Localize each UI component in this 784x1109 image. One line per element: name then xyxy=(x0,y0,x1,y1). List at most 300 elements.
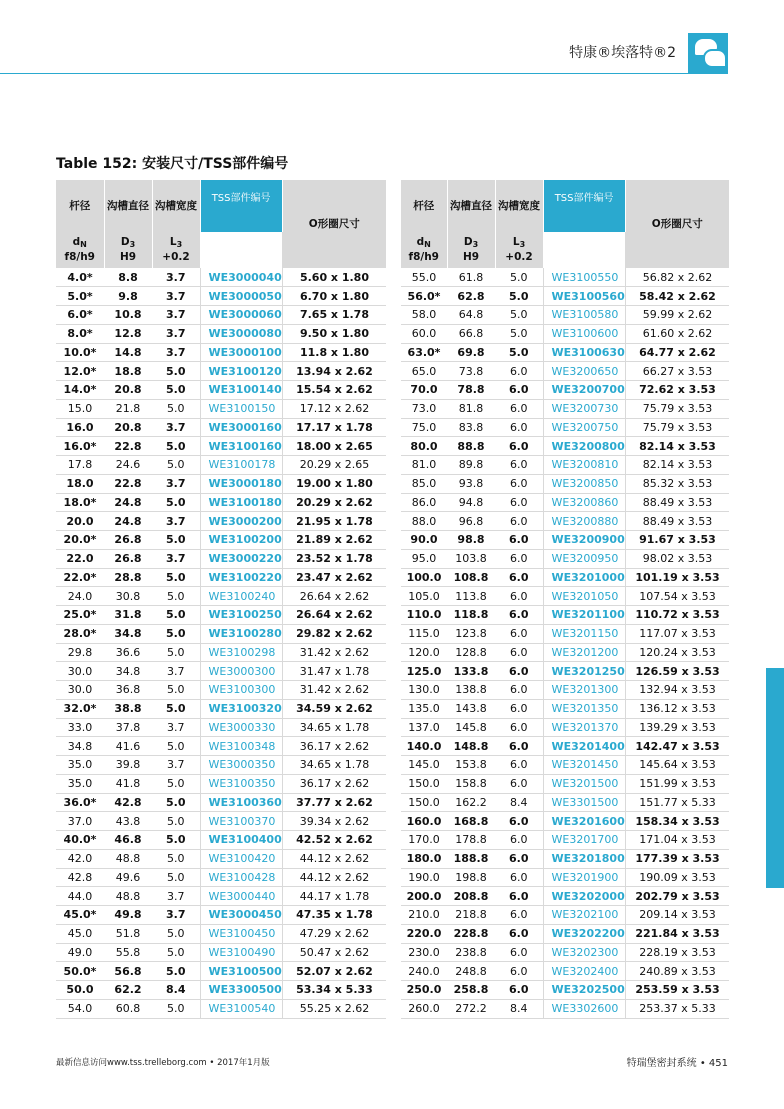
cell-groove-diameter: 153.8 xyxy=(447,756,495,775)
cell-tss-part-number: WE3100630 xyxy=(543,343,625,362)
table-row xyxy=(401,774,729,793)
cell-rod-diameter: 150.0 xyxy=(401,793,447,812)
cell-rod-diameter: 22.0* xyxy=(56,568,104,587)
cell-tss-part-number: WE3202500 xyxy=(543,981,625,1000)
cell-groove-width: 5.0 xyxy=(152,774,200,793)
cell-groove-width: 6.0 xyxy=(495,418,543,437)
col-l3-symbol: $L_3$ +0.2 xyxy=(152,232,200,268)
cell-groove-width: 3.7 xyxy=(152,343,200,362)
cell-groove-width: 5.0 xyxy=(152,568,200,587)
table-row xyxy=(401,662,729,681)
cell-oring-size: 117.07 x 3.53 xyxy=(625,624,729,643)
cell-oring-size: 202.79 x 3.53 xyxy=(625,887,729,906)
cell-groove-diameter: 31.8 xyxy=(104,606,152,625)
cell-tss-part-number: WE3201370 xyxy=(543,718,625,737)
cell-oring-size: 221.84 x 3.53 xyxy=(625,924,729,943)
table-row xyxy=(56,437,386,456)
cell-oring-size: 85.32 x 3.53 xyxy=(625,474,729,493)
cell-groove-width: 6.0 xyxy=(495,549,543,568)
cell-groove-width: 6.0 xyxy=(495,474,543,493)
table-title: Table 152: 安装尺寸/TSS部件编号 xyxy=(56,156,289,172)
col-oring-size: O形圈尺寸 xyxy=(625,180,729,268)
cell-groove-width: 6.0 xyxy=(495,681,543,700)
cell-rod-diameter: 210.0 xyxy=(401,906,447,925)
cell-oring-size: 240.89 x 3.53 xyxy=(625,962,729,981)
cell-oring-size: 58.42 x 2.62 xyxy=(625,287,729,306)
cell-tss-part-number: WE3100178 xyxy=(200,456,282,475)
cell-oring-size: 55.25 x 2.62 xyxy=(282,999,386,1018)
table-row xyxy=(56,362,386,381)
cell-tss-part-number: WE3202000 xyxy=(543,887,625,906)
cell-groove-diameter: 64.8 xyxy=(447,306,495,325)
cell-groove-diameter: 60.8 xyxy=(104,999,152,1018)
cell-tss-part-number: WE3100180 xyxy=(200,493,282,512)
table-row xyxy=(56,643,386,662)
table-row xyxy=(401,268,729,287)
table-row xyxy=(56,399,386,418)
cell-groove-diameter: 123.8 xyxy=(447,624,495,643)
cell-groove-diameter: 118.8 xyxy=(447,606,495,625)
cell-tss-part-number: WE3100400 xyxy=(200,831,282,850)
table-row xyxy=(401,999,729,1018)
cell-oring-size: 44.12 x 2.62 xyxy=(282,868,386,887)
cell-tss-part-number: WE3202400 xyxy=(543,962,625,981)
cell-oring-size: 47.29 x 2.62 xyxy=(282,924,386,943)
cell-rod-diameter: 240.0 xyxy=(401,962,447,981)
cell-groove-diameter: 14.8 xyxy=(104,343,152,362)
cell-oring-size: 171.04 x 3.53 xyxy=(625,831,729,850)
table-row xyxy=(401,606,729,625)
cell-oring-size: 177.39 x 3.53 xyxy=(625,849,729,868)
table-row xyxy=(56,737,386,756)
cell-groove-diameter: 143.8 xyxy=(447,699,495,718)
cell-rod-diameter: 55.0 xyxy=(401,268,447,287)
cell-oring-size: 107.54 x 3.53 xyxy=(625,587,729,606)
table-row xyxy=(401,531,729,550)
table-row xyxy=(56,868,386,887)
cell-tss-part-number: WE3000040 xyxy=(200,268,282,287)
table-row xyxy=(56,812,386,831)
cell-tss-part-number: WE3100450 xyxy=(200,924,282,943)
table-row xyxy=(401,493,729,512)
cell-rod-diameter: 30.0 xyxy=(56,662,104,681)
cell-oring-size: 52.07 x 2.62 xyxy=(282,962,386,981)
cell-rod-diameter: 81.0 xyxy=(401,456,447,475)
table-row xyxy=(401,549,729,568)
table-row xyxy=(401,624,729,643)
cell-rod-diameter: 28.0* xyxy=(56,624,104,643)
cell-rod-diameter: 75.0 xyxy=(401,418,447,437)
table-row xyxy=(401,887,729,906)
cell-groove-diameter: 81.8 xyxy=(447,399,495,418)
table-row xyxy=(401,943,729,962)
table-row xyxy=(401,343,729,362)
cell-oring-size: 19.00 x 1.80 xyxy=(282,474,386,493)
cell-groove-width: 5.0 xyxy=(152,493,200,512)
table-row xyxy=(56,418,386,437)
cell-groove-width: 5.0 xyxy=(495,324,543,343)
cell-tss-part-number: WE3100150 xyxy=(200,399,282,418)
cell-oring-size: 29.82 x 2.62 xyxy=(282,624,386,643)
cell-groove-width: 3.7 xyxy=(152,662,200,681)
cell-tss-part-number: WE3201350 xyxy=(543,699,625,718)
cell-rod-diameter: 14.0* xyxy=(56,381,104,400)
table-row xyxy=(401,399,729,418)
cell-oring-size: 66.27 x 3.53 xyxy=(625,362,729,381)
cell-tss-part-number: WE3200650 xyxy=(543,362,625,381)
table-row xyxy=(56,287,386,306)
cell-tss-part-number: WE3100298 xyxy=(200,643,282,662)
cell-groove-width: 5.0 xyxy=(152,849,200,868)
table-row xyxy=(401,718,729,737)
cell-rod-diameter: 8.0* xyxy=(56,324,104,343)
cell-rod-diameter: 180.0 xyxy=(401,849,447,868)
cell-rod-diameter: 56.0* xyxy=(401,287,447,306)
cell-rod-diameter: 140.0 xyxy=(401,737,447,756)
cell-rod-diameter: 25.0* xyxy=(56,606,104,625)
cell-oring-size: 34.65 x 1.78 xyxy=(282,718,386,737)
cell-groove-diameter: 43.8 xyxy=(104,812,152,831)
table-row xyxy=(56,943,386,962)
cell-groove-width: 3.7 xyxy=(152,268,200,287)
cell-tss-part-number: WE3302600 xyxy=(543,999,625,1018)
cell-oring-size: 17.17 x 1.78 xyxy=(282,418,386,437)
cell-rod-diameter: 35.0 xyxy=(56,774,104,793)
cell-rod-diameter: 42.8 xyxy=(56,868,104,887)
cell-groove-diameter: 178.8 xyxy=(447,831,495,850)
cell-groove-diameter: 83.8 xyxy=(447,418,495,437)
cell-groove-diameter: 39.8 xyxy=(104,756,152,775)
cell-oring-size: 18.00 x 2.65 xyxy=(282,437,386,456)
cell-groove-diameter: 20.8 xyxy=(104,381,152,400)
cell-oring-size: 36.17 x 2.62 xyxy=(282,774,386,793)
cell-groove-diameter: 56.8 xyxy=(104,962,152,981)
cell-tss-part-number: WE3201800 xyxy=(543,849,625,868)
cell-tss-part-number: WE3000100 xyxy=(200,343,282,362)
cell-groove-width: 5.0 xyxy=(152,924,200,943)
table-row xyxy=(401,474,729,493)
cell-rod-diameter: 40.0* xyxy=(56,831,104,850)
cell-tss-part-number: WE3301500 xyxy=(543,793,625,812)
cell-oring-size: 253.59 x 3.53 xyxy=(625,981,729,1000)
col-groove-width: 沟槽宽度 xyxy=(495,180,543,232)
cell-groove-diameter: 62.8 xyxy=(447,287,495,306)
cell-tss-part-number: WE3100200 xyxy=(200,531,282,550)
table-row xyxy=(401,924,729,943)
cell-oring-size: 88.49 x 3.53 xyxy=(625,493,729,512)
cell-groove-width: 3.7 xyxy=(152,512,200,531)
dimension-table-right xyxy=(401,180,730,1019)
cell-rod-diameter: 100.0 xyxy=(401,568,447,587)
cell-rod-diameter: 45.0 xyxy=(56,924,104,943)
cell-oring-size: 31.42 x 2.62 xyxy=(282,681,386,700)
cell-groove-width: 6.0 xyxy=(495,587,543,606)
table-row xyxy=(56,343,386,362)
cell-groove-diameter: 62.2 xyxy=(104,981,152,1000)
cell-rod-diameter: 30.0 xyxy=(56,681,104,700)
cell-tss-part-number: WE3000440 xyxy=(200,887,282,906)
cell-oring-size: 15.54 x 2.62 xyxy=(282,381,386,400)
cell-tss-part-number: WE3100160 xyxy=(200,437,282,456)
cell-oring-size: 151.77 x 5.33 xyxy=(625,793,729,812)
table-row xyxy=(401,849,729,868)
cell-tss-part-number: WE3000330 xyxy=(200,718,282,737)
table-row xyxy=(56,531,386,550)
cell-groove-diameter: 94.8 xyxy=(447,493,495,512)
cell-groove-width: 5.0 xyxy=(152,362,200,381)
cell-tss-part-number: WE3201250 xyxy=(543,662,625,681)
cell-groove-width: 6.0 xyxy=(495,774,543,793)
col-d3-symbol: $D_3$ H9 xyxy=(447,232,495,268)
dimension-table-left xyxy=(56,180,387,1019)
cell-groove-width: 3.7 xyxy=(152,906,200,925)
col-rod-diameter: 杆径 xyxy=(401,180,447,232)
cell-groove-diameter: 36.6 xyxy=(104,643,152,662)
cell-groove-width: 8.4 xyxy=(152,981,200,1000)
cell-groove-width: 3.7 xyxy=(152,549,200,568)
cell-rod-diameter: 200.0 xyxy=(401,887,447,906)
cell-groove-diameter: 258.8 xyxy=(447,981,495,1000)
table-row xyxy=(401,568,729,587)
cell-oring-size: 50.47 x 2.62 xyxy=(282,943,386,962)
cell-groove-diameter: 108.8 xyxy=(447,568,495,587)
cell-groove-diameter: 18.8 xyxy=(104,362,152,381)
cell-groove-width: 6.0 xyxy=(495,756,543,775)
cell-rod-diameter: 29.8 xyxy=(56,643,104,662)
cell-groove-width: 6.0 xyxy=(495,662,543,681)
table-row xyxy=(56,624,386,643)
table-row xyxy=(401,587,729,606)
cell-rod-diameter: 54.0 xyxy=(56,999,104,1018)
cell-groove-diameter: 48.8 xyxy=(104,849,152,868)
table-row xyxy=(56,831,386,850)
cell-oring-size: 59.99 x 2.62 xyxy=(625,306,729,325)
cell-tss-part-number: WE3000050 xyxy=(200,287,282,306)
cell-groove-width: 3.7 xyxy=(152,474,200,493)
cell-oring-size: 21.89 x 2.62 xyxy=(282,531,386,550)
cell-groove-diameter: 78.8 xyxy=(447,381,495,400)
table-row xyxy=(401,437,729,456)
cell-groove-diameter: 228.8 xyxy=(447,924,495,943)
col-groove-diameter: 沟槽直径 xyxy=(447,180,495,232)
cell-groove-diameter: 88.8 xyxy=(447,437,495,456)
cell-rod-diameter: 160.0 xyxy=(401,812,447,831)
cell-groove-diameter: 38.8 xyxy=(104,699,152,718)
cell-groove-width: 5.0 xyxy=(152,999,200,1018)
cell-tss-part-number: WE3000300 xyxy=(200,662,282,681)
cell-groove-diameter: 49.8 xyxy=(104,906,152,925)
cell-oring-size: 5.60 x 1.80 xyxy=(282,268,386,287)
cell-tss-part-number: WE3000450 xyxy=(200,906,282,925)
table-row xyxy=(401,906,729,925)
cell-tss-part-number: WE3100490 xyxy=(200,943,282,962)
cell-groove-width: 5.0 xyxy=(152,943,200,962)
cell-tss-part-number: WE3202200 xyxy=(543,924,625,943)
cell-tss-part-number: WE3100280 xyxy=(200,624,282,643)
cell-tss-part-number: WE3100300 xyxy=(200,681,282,700)
table-row xyxy=(401,287,729,306)
cell-tss-part-number: WE3100580 xyxy=(543,306,625,325)
cell-groove-diameter: 48.8 xyxy=(104,887,152,906)
cell-groove-diameter: 96.8 xyxy=(447,512,495,531)
cell-groove-width: 6.0 xyxy=(495,737,543,756)
cell-groove-diameter: 24.8 xyxy=(104,512,152,531)
cell-rod-diameter: 135.0 xyxy=(401,699,447,718)
table-row xyxy=(401,981,729,1000)
cell-rod-diameter: 16.0* xyxy=(56,437,104,456)
cell-groove-width: 6.0 xyxy=(495,962,543,981)
cell-oring-size: 26.64 x 2.62 xyxy=(282,587,386,606)
cell-groove-width: 5.0 xyxy=(152,587,200,606)
cell-groove-width: 6.0 xyxy=(495,381,543,400)
cell-rod-diameter: 130.0 xyxy=(401,681,447,700)
cell-oring-size: 72.62 x 3.53 xyxy=(625,381,729,400)
table-row xyxy=(401,306,729,325)
cell-rod-diameter: 10.0* xyxy=(56,343,104,362)
cell-groove-width: 6.0 xyxy=(495,399,543,418)
cell-tss-part-number: WE3201050 xyxy=(543,587,625,606)
cell-rod-diameter: 32.0* xyxy=(56,699,104,718)
cell-groove-width: 5.0 xyxy=(152,831,200,850)
cell-tss-part-number: WE3100550 xyxy=(543,268,625,287)
cell-groove-width: 6.0 xyxy=(495,906,543,925)
cell-tss-part-number: WE3200950 xyxy=(543,549,625,568)
cell-groove-diameter: 168.8 xyxy=(447,812,495,831)
cell-groove-diameter: 66.8 xyxy=(447,324,495,343)
cell-groove-width: 5.0 xyxy=(152,643,200,662)
cell-rod-diameter: 22.0 xyxy=(56,549,104,568)
cell-groove-width: 6.0 xyxy=(495,812,543,831)
cell-groove-diameter: 208.8 xyxy=(447,887,495,906)
cell-oring-size: 151.99 x 3.53 xyxy=(625,774,729,793)
cell-tss-part-number: WE3000220 xyxy=(200,549,282,568)
cell-oring-size: 7.65 x 1.78 xyxy=(282,306,386,325)
cell-groove-diameter: 138.8 xyxy=(447,681,495,700)
cell-tss-part-number: WE3200900 xyxy=(543,531,625,550)
cell-groove-diameter: 128.8 xyxy=(447,643,495,662)
cell-groove-width: 6.0 xyxy=(495,849,543,868)
cell-groove-width: 5.0 xyxy=(152,812,200,831)
cell-rod-diameter: 73.0 xyxy=(401,399,447,418)
cell-groove-diameter: 188.8 xyxy=(447,849,495,868)
cell-tss-part-number: WE3200750 xyxy=(543,418,625,437)
cell-tss-part-number: WE3100320 xyxy=(200,699,282,718)
cell-tss-part-number: WE3200730 xyxy=(543,399,625,418)
cell-tss-part-number: WE3100120 xyxy=(200,362,282,381)
table-row xyxy=(401,756,729,775)
cell-groove-diameter: 41.8 xyxy=(104,774,152,793)
cell-rod-diameter: 12.0* xyxy=(56,362,104,381)
cell-tss-part-number: WE3200700 xyxy=(543,381,625,400)
cell-groove-diameter: 51.8 xyxy=(104,924,152,943)
footer-page-number: 特瑞堡密封系统 • 451 xyxy=(626,1058,728,1069)
col-tss-blank xyxy=(543,232,625,268)
col-tss-part-number: TSS部件编号 xyxy=(543,180,625,232)
table-row xyxy=(401,362,729,381)
cell-oring-size: 34.59 x 2.62 xyxy=(282,699,386,718)
cell-tss-part-number: WE3202100 xyxy=(543,906,625,925)
cell-groove-width: 6.0 xyxy=(495,924,543,943)
side-tab-marker xyxy=(766,668,784,888)
cell-oring-size: 34.65 x 1.78 xyxy=(282,756,386,775)
cell-groove-width: 6.0 xyxy=(495,699,543,718)
cell-tss-part-number: WE3201000 xyxy=(543,568,625,587)
cell-groove-width: 5.0 xyxy=(152,606,200,625)
cell-groove-width: 6.0 xyxy=(495,624,543,643)
cell-groove-diameter: 133.8 xyxy=(447,662,495,681)
cell-rod-diameter: 58.0 xyxy=(401,306,447,325)
cell-groove-diameter: 21.8 xyxy=(104,399,152,418)
cell-tss-part-number: WE3100428 xyxy=(200,868,282,887)
cell-rod-diameter: 6.0* xyxy=(56,306,104,325)
col-d3-symbol: $D_3$ H9 xyxy=(104,232,152,268)
cell-oring-size: 120.24 x 3.53 xyxy=(625,643,729,662)
cell-rod-diameter: 70.0 xyxy=(401,381,447,400)
cell-groove-width: 5.0 xyxy=(152,793,200,812)
cell-tss-part-number: WE3100250 xyxy=(200,606,282,625)
cell-groove-width: 5.0 xyxy=(495,306,543,325)
cell-tss-part-number: WE3000080 xyxy=(200,324,282,343)
cell-rod-diameter: 17.8 xyxy=(56,456,104,475)
cell-groove-width: 5.0 xyxy=(152,737,200,756)
cell-oring-size: 26.64 x 2.62 xyxy=(282,606,386,625)
cell-tss-part-number: WE3300500 xyxy=(200,981,282,1000)
cell-tss-part-number: WE3201150 xyxy=(543,624,625,643)
table-row xyxy=(56,756,386,775)
cell-groove-width: 6.0 xyxy=(495,868,543,887)
cell-groove-width: 3.7 xyxy=(152,306,200,325)
cell-tss-part-number: WE3000180 xyxy=(200,474,282,493)
cell-groove-diameter: 98.8 xyxy=(447,531,495,550)
cell-oring-size: 209.14 x 3.53 xyxy=(625,906,729,925)
cell-oring-size: 6.70 x 1.80 xyxy=(282,287,386,306)
cell-oring-size: 44.12 x 2.62 xyxy=(282,849,386,868)
cell-groove-diameter: 36.8 xyxy=(104,681,152,700)
table-row xyxy=(56,849,386,868)
cell-tss-part-number: WE3201100 xyxy=(543,606,625,625)
cell-groove-diameter: 28.8 xyxy=(104,568,152,587)
table-row xyxy=(56,981,386,1000)
col-l3-symbol: $L_3$ +0.2 xyxy=(495,232,543,268)
cell-tss-part-number: WE3100360 xyxy=(200,793,282,812)
cell-groove-diameter: 12.8 xyxy=(104,324,152,343)
cell-rod-diameter: 125.0 xyxy=(401,662,447,681)
table-row xyxy=(56,999,386,1018)
col-rod-diameter: 杆径 xyxy=(56,180,104,232)
table-row xyxy=(401,456,729,475)
cell-oring-size: 82.14 x 3.53 xyxy=(625,437,729,456)
cell-rod-diameter: 90.0 xyxy=(401,531,447,550)
cell-groove-diameter: 30.8 xyxy=(104,587,152,606)
cell-oring-size: 23.47 x 2.62 xyxy=(282,568,386,587)
cell-groove-width: 6.0 xyxy=(495,981,543,1000)
cell-tss-part-number: WE3100540 xyxy=(200,999,282,1018)
cell-tss-part-number: WE3201450 xyxy=(543,756,625,775)
table-row xyxy=(401,699,729,718)
table-row xyxy=(56,568,386,587)
cell-groove-width: 6.0 xyxy=(495,531,543,550)
cell-tss-part-number: WE3201900 xyxy=(543,868,625,887)
table-row xyxy=(56,456,386,475)
cell-tss-part-number: WE3200860 xyxy=(543,493,625,512)
table-body-left xyxy=(56,268,386,1018)
cell-rod-diameter: 33.0 xyxy=(56,718,104,737)
cell-groove-diameter: 22.8 xyxy=(104,474,152,493)
cell-tss-part-number: WE3100500 xyxy=(200,962,282,981)
table-row xyxy=(56,906,386,925)
table-row xyxy=(56,774,386,793)
cell-tss-part-number: WE3100140 xyxy=(200,381,282,400)
